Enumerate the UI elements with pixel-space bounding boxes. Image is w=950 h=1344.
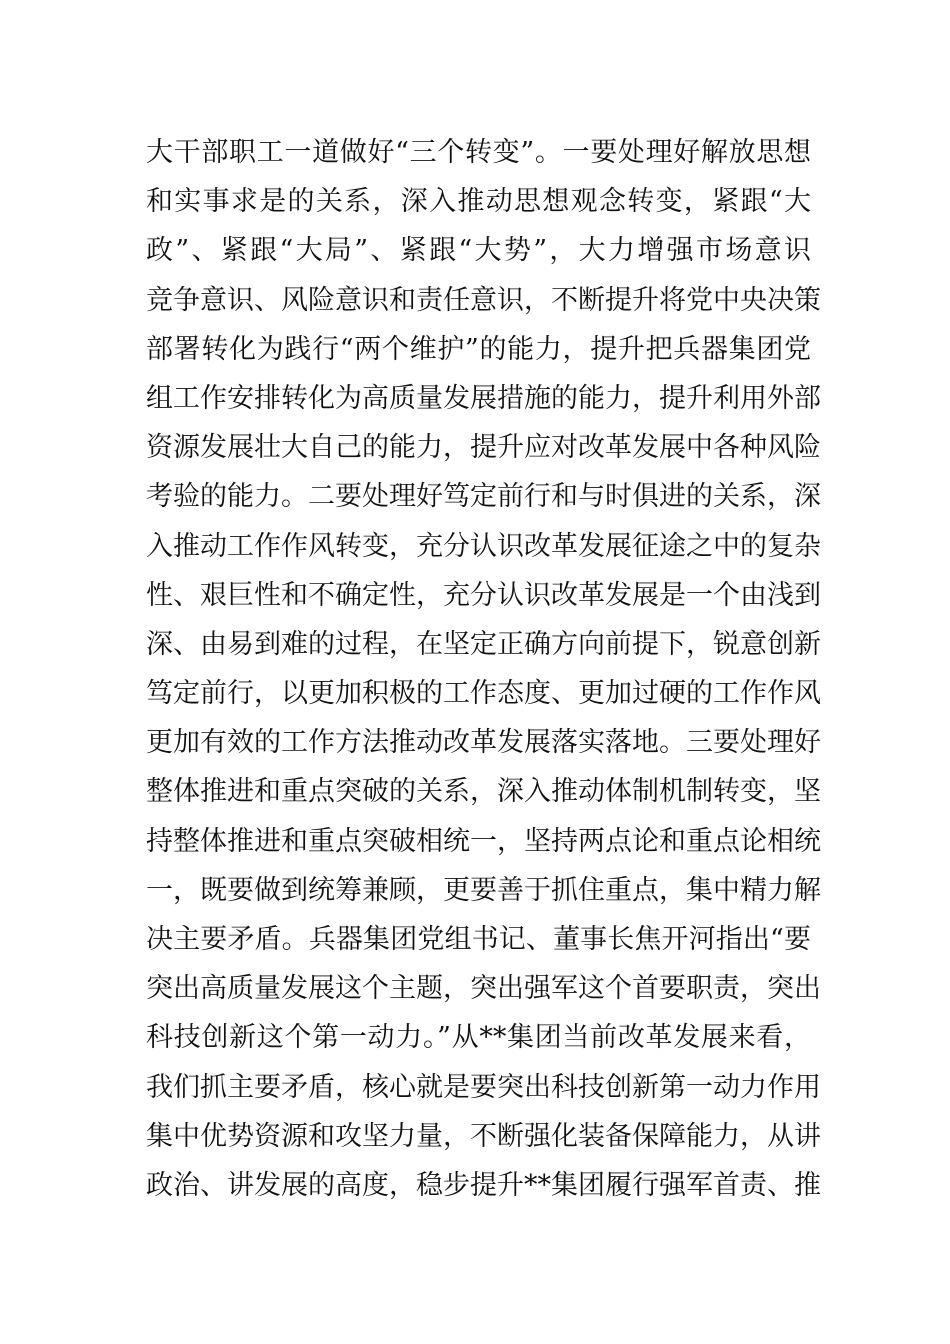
text-line: 考验的能力。二要处理好笃定前行和与时俱进的关系，深 [146,481,821,513]
text-line: 入推动工作作风转变，充分认识改革发展征途之中的复杂 [146,530,821,562]
text-line: 性、艰巨性和不确定性，充分认识改革发展是一个由浅到 [146,579,821,611]
text-line: 深、由易到难的过程，在坚定正确方向前提下，锐意创新 [146,628,821,660]
text-line: 政”、紧跟“大局”、紧跟“大势”，大力增强市场意识 [146,235,811,267]
text-line: 政治、讲发展的高度，稳步提升**集团履行强军首责、推 [146,1169,821,1201]
text-line: 持整体推进和重点突破相统一，坚持两点论和重点论相统 [146,825,821,857]
text-line: 决主要矛盾。兵器集团党组书记、董事长焦开河指出“要 [146,924,811,955]
text-line: 我们抓主要矛盾，核心就是要突出科技创新第一动力作用 [146,1071,821,1103]
text-line: 更加有效的工作方法推动改革发展落实落地。三要处理好 [146,727,821,759]
text-line: 科技创新这个第一动力。”从**集团当前改革发展来看， [146,1022,811,1054]
text-line: 和实事求是的关系，深入推动思想观念转变，紧跟“大 [146,186,811,218]
text-line: 集中优势资源和攻坚力量，不断强化装备保障能力，从讲 [146,1120,821,1152]
text-line: 组工作安排转化为高质量发展措施的能力，提升利用外部 [146,382,821,414]
text-line: 大干部职工一道做好“三个转变”。一要处理好解放思想 [146,137,811,168]
text-line: 整体推进和重点突破的关系，深入推动体制机制转变，坚 [146,776,821,808]
text-line: 竞争意识、风险意识和责任意识，不断提升将党中央决策 [146,284,821,316]
text-line: 一，既要做到统筹兼顾，更要善于抓住重点，集中精力解 [146,874,821,906]
text-line: 资源发展壮大自己的能力，提升应对改革发展中各种风险 [146,432,821,464]
text-line: 笃定前行，以更加积极的工作态度、更加过硬的工作作风 [146,678,821,710]
body-text [146,128,821,1210]
text-line: 突出高质量发展这个主题，突出强军这个首要职责，突出 [146,973,821,1005]
text-line: 部署转化为践行“两个维护”的能力，提升把兵器集团党 [146,333,811,365]
